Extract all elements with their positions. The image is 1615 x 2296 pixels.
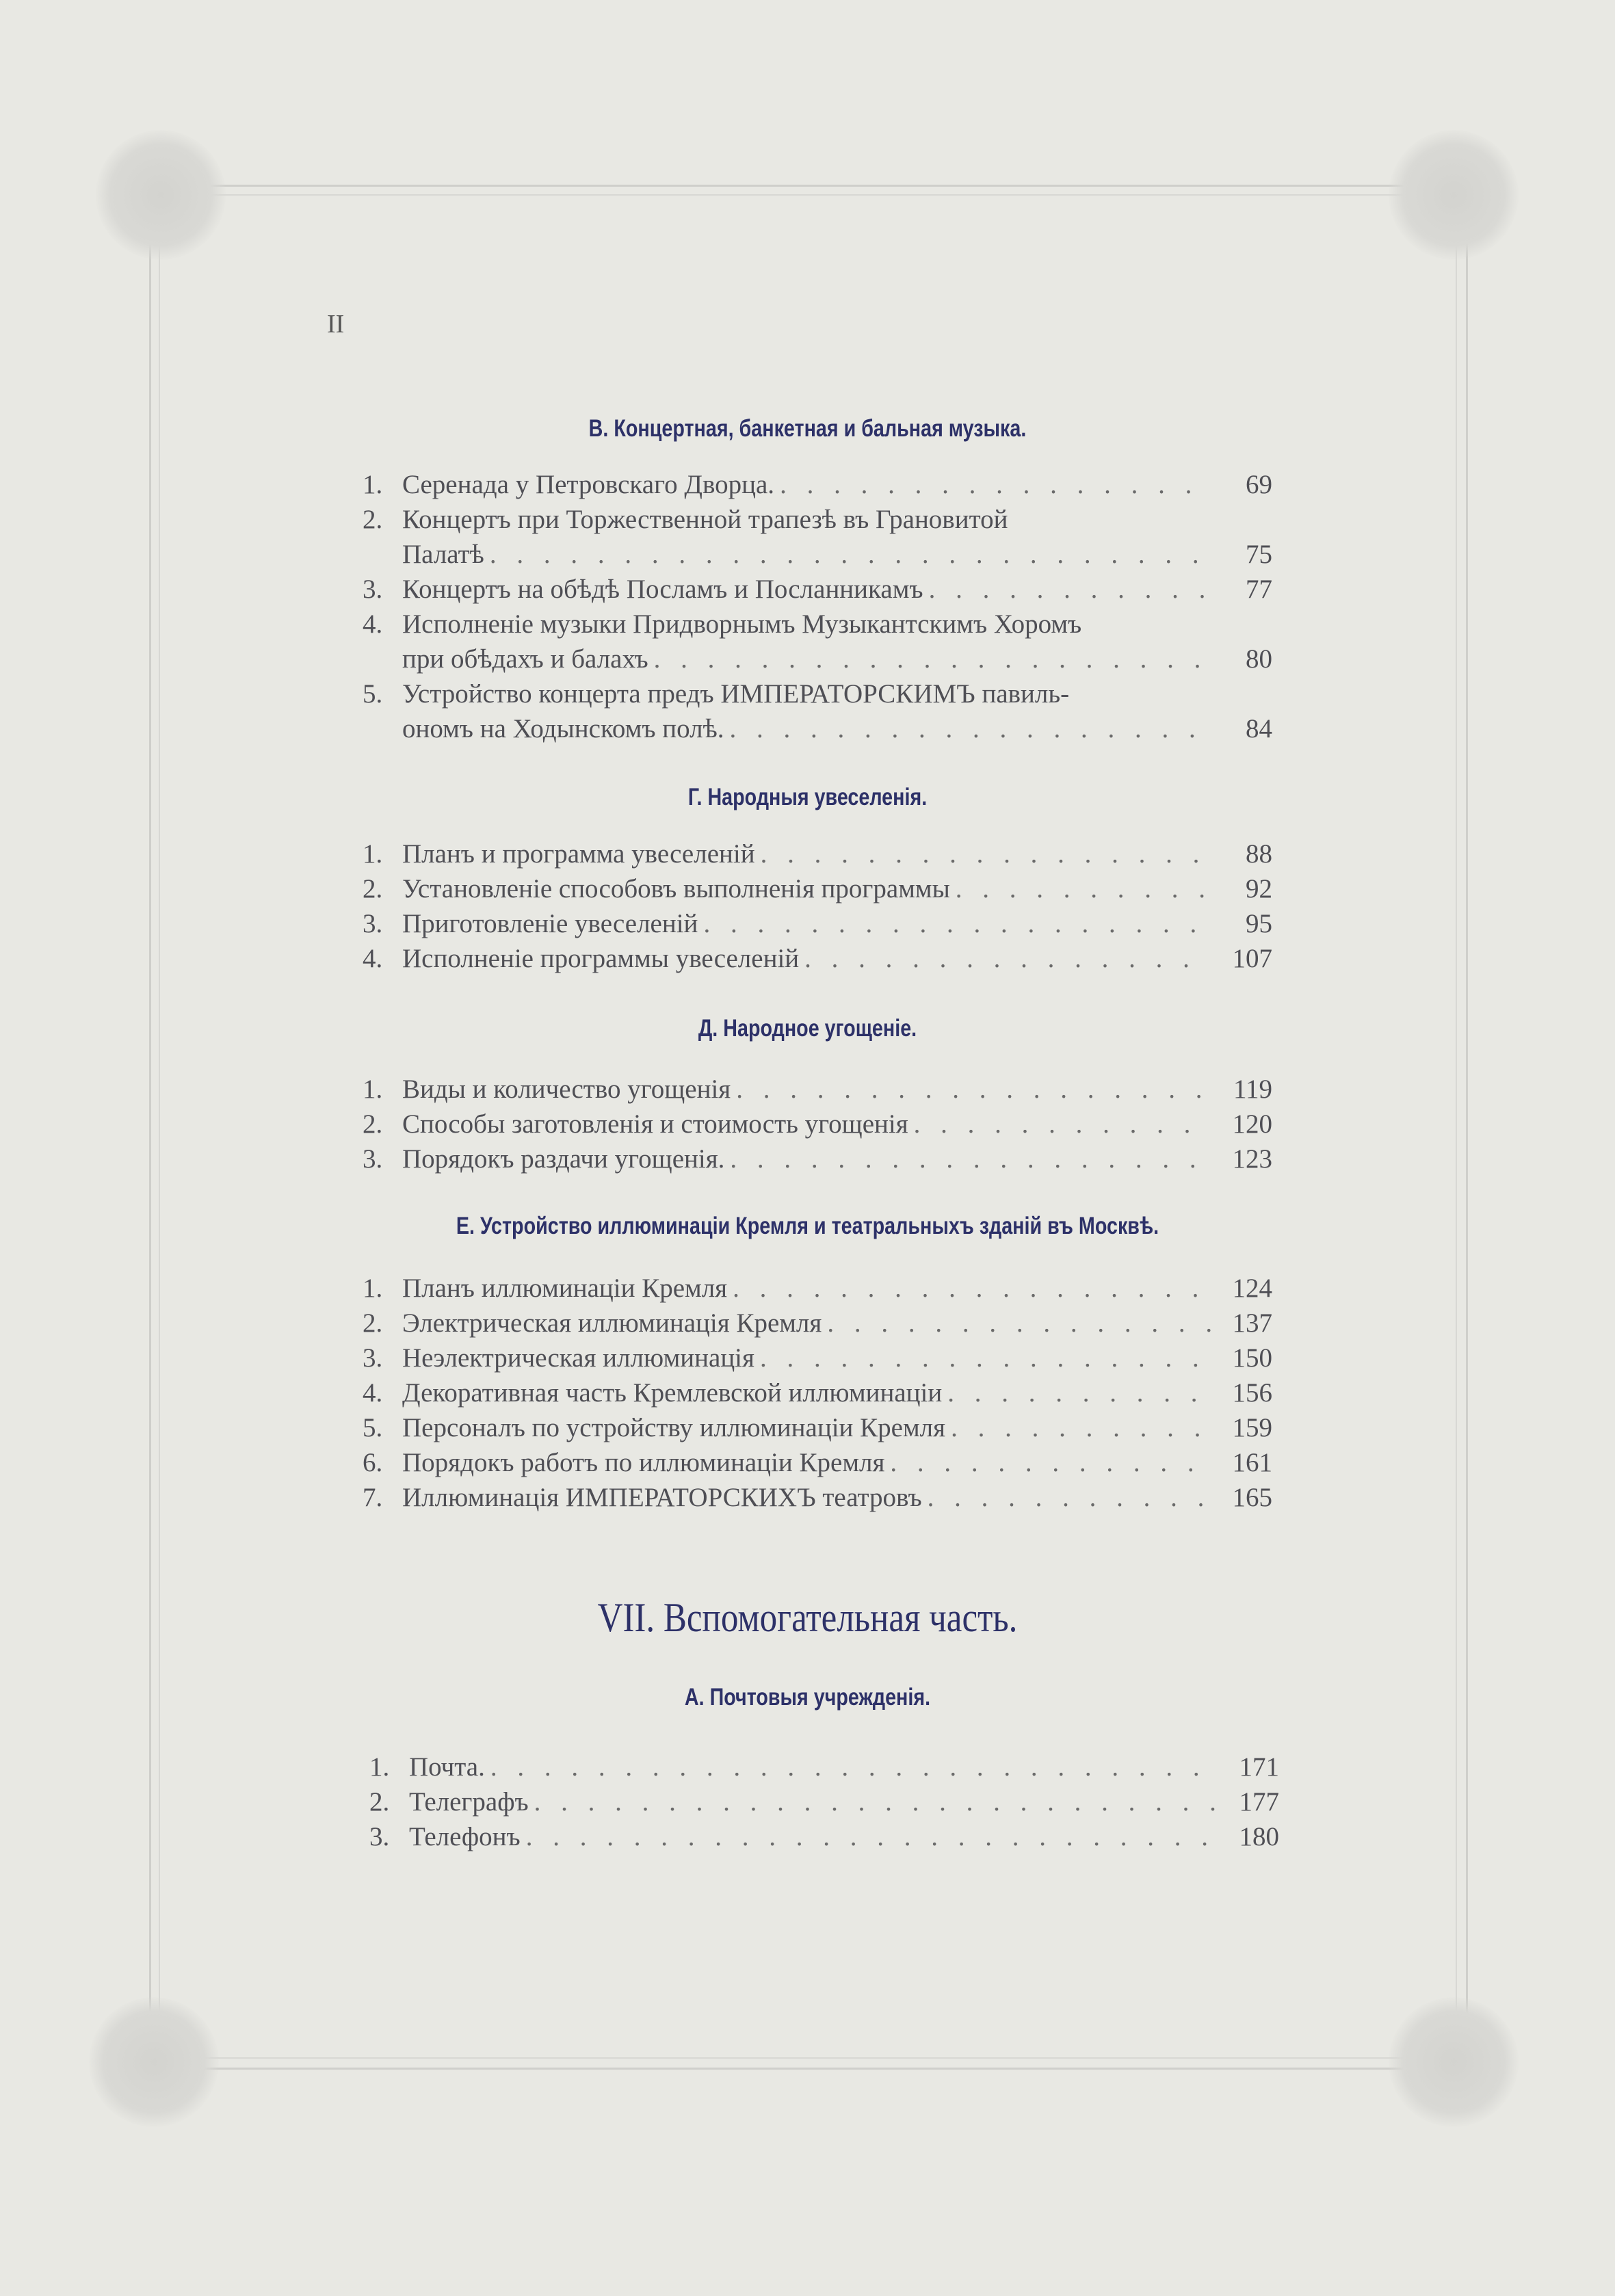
entry-title: Персоналъ по устройству иллюминаціи Кремля	[402, 1413, 946, 1442]
entry-page: 124	[1232, 1274, 1272, 1303]
dot-leader	[698, 906, 1211, 941]
toc-entry	[369, 1819, 1279, 1854]
page-number: II	[327, 310, 345, 339]
dot-leader	[822, 1306, 1211, 1341]
entry-page: 180	[1239, 1822, 1279, 1851]
toc-entry	[363, 1341, 1272, 1375]
entry-number: 6.	[363, 1448, 383, 1477]
toc-list	[369, 1750, 1279, 1854]
entry-number: 3.	[369, 1822, 390, 1851]
entry-page: 171	[1239, 1752, 1279, 1782]
dot-leader	[950, 871, 1211, 906]
toc-entry	[363, 642, 1272, 676]
entry-page: 156	[1232, 1378, 1272, 1408]
dot-leader	[484, 537, 1211, 572]
toc-list	[363, 467, 1272, 746]
dot-leader	[648, 642, 1211, 676]
entry-title: Телеграфъ	[409, 1787, 529, 1817]
entry-page: 150	[1232, 1343, 1272, 1373]
toc-entry	[363, 502, 1272, 537]
toc-entry	[363, 607, 1272, 642]
corner-ornament-icon	[1389, 1997, 1519, 2127]
entry-title: Устройство концерта предъ ИМПЕРАТОРСКИМЪ павиль-	[402, 679, 1070, 709]
toc-entry	[363, 1107, 1272, 1142]
toc-list	[363, 1072, 1272, 1176]
entry-page: 137	[1232, 1308, 1272, 1338]
entry-title: Виды и количество угощенія	[402, 1074, 731, 1104]
dot-leader	[529, 1784, 1218, 1819]
entry-page: 88	[1246, 839, 1272, 869]
entry-title: Концертъ при Торжественной трапезѣ въ Грановитой	[402, 505, 1008, 534]
toc-entry	[363, 1306, 1272, 1341]
dot-leader	[485, 1750, 1218, 1784]
entry-page: 107	[1232, 944, 1272, 973]
toc-entry	[363, 906, 1272, 941]
toc-entry	[363, 537, 1272, 572]
entry-page: 77	[1246, 575, 1272, 604]
entry-page: 165	[1232, 1483, 1272, 1512]
entry-page: 159	[1232, 1413, 1272, 1442]
dot-leader	[521, 1819, 1218, 1854]
section-heading: В. Концертная, банкетная и бальная музыка.	[588, 415, 1027, 442]
entry-number: 2.	[363, 505, 383, 534]
entry-number: 4.	[363, 944, 383, 973]
entry-number: 3.	[363, 1343, 383, 1373]
entry-title: Палатѣ	[402, 540, 484, 569]
entry-title: Порядокъ работъ по иллюминаціи Кремля	[402, 1448, 885, 1477]
corner-ornament-icon	[1389, 130, 1519, 260]
dot-leader	[755, 836, 1211, 871]
toc-entry	[363, 711, 1272, 746]
entry-number: 1.	[369, 1752, 390, 1782]
entry-number: 3.	[363, 1144, 383, 1174]
toc-entry	[363, 1072, 1272, 1107]
dot-leader	[754, 1341, 1211, 1375]
entry-title: Исполненіе музыки Придворнымъ Музыкантскимъ Хоромъ	[402, 609, 1082, 639]
entry-title: Приготовленіе увеселеній	[402, 909, 698, 938]
dot-leader	[923, 572, 1211, 607]
entry-number: 4.	[363, 1378, 383, 1408]
dot-leader	[945, 1410, 1211, 1445]
entry-page: 95	[1246, 909, 1272, 938]
entry-title: Иллюминація ИМПЕРАТОРСКИХЪ театровъ	[402, 1483, 922, 1512]
toc-entry	[363, 836, 1272, 871]
part-title: VII. Вспомогательная часть.	[597, 1595, 1018, 1640]
entry-page: 84	[1246, 714, 1272, 743]
entry-number: 1.	[363, 1274, 383, 1303]
entry-number: 1.	[363, 839, 383, 869]
dot-leader	[727, 1271, 1211, 1306]
entry-number: 2.	[363, 1109, 383, 1139]
toc-entry	[363, 467, 1272, 502]
entry-number: 1.	[363, 470, 383, 499]
entry-page: 161	[1232, 1448, 1272, 1477]
entry-number: 3.	[363, 909, 383, 938]
entry-number: 2.	[363, 874, 383, 903]
dot-leader	[884, 1445, 1211, 1480]
toc-entry	[363, 676, 1272, 711]
entry-number: 7.	[363, 1483, 383, 1512]
entry-title: Исполненіе программы увеселеній	[402, 944, 800, 973]
section-heading: Г. Народныя увеселенія.	[687, 784, 928, 810]
entry-number: 2.	[363, 1308, 383, 1338]
entry-title: Планъ и программа увеселеній	[402, 839, 755, 869]
entry-page: 177	[1239, 1787, 1279, 1817]
entry-title: Планъ иллюминаціи Кремля	[402, 1274, 728, 1303]
entry-page: 69	[1246, 470, 1272, 499]
entry-title: Концертъ на обѣдѣ Посламъ и Посланникамъ	[402, 575, 923, 604]
section-heading: Д. Народное угощеніе.	[698, 1015, 917, 1042]
entry-number: 4.	[363, 609, 383, 639]
toc-entry	[363, 941, 1272, 976]
entry-title: при обѣдахъ и балахъ	[402, 644, 648, 674]
entry-title: Почта.	[409, 1752, 485, 1782]
corner-ornament-icon	[89, 1997, 219, 2127]
entry-title: Серенада у Петровскаго Дворца.	[402, 470, 775, 499]
dot-leader	[908, 1107, 1211, 1142]
section-heading: Е. Устройство иллюминаціи Кремля и театральныхъ зданій въ Москвѣ.	[456, 1213, 1159, 1239]
entry-page: 123	[1232, 1144, 1272, 1174]
dot-leader	[942, 1375, 1211, 1410]
toc-entry	[363, 1410, 1272, 1445]
dot-leader	[774, 467, 1211, 502]
dot-leader	[799, 941, 1211, 976]
toc-entry	[369, 1784, 1279, 1819]
entry-page: 119	[1233, 1074, 1272, 1104]
entry-title: ономъ на Ходынскомъ полѣ.	[402, 714, 724, 743]
entry-title: Телефонъ	[409, 1822, 521, 1851]
entry-title: Декоративная часть Кремлевской иллюминаціи	[402, 1378, 943, 1408]
toc-entry	[363, 572, 1272, 607]
entry-number: 5.	[363, 1413, 383, 1442]
toc-entry	[363, 871, 1272, 906]
toc-entry	[369, 1750, 1279, 1784]
entry-number: 3.	[363, 575, 383, 604]
dot-leader	[922, 1480, 1211, 1515]
toc-entry	[363, 1271, 1272, 1306]
toc-entry	[363, 1480, 1272, 1515]
dot-leader	[724, 711, 1211, 746]
toc-list	[363, 836, 1272, 976]
entry-number: 2.	[369, 1787, 390, 1817]
toc-entry	[363, 1445, 1272, 1480]
dot-leader	[731, 1072, 1211, 1107]
entry-page: 80	[1246, 644, 1272, 674]
toc-entry	[363, 1375, 1272, 1410]
corner-ornament-icon	[96, 130, 226, 260]
section-heading: А. Почтовыя учрежденія.	[684, 1684, 931, 1711]
entry-title: Установленіе способовъ выполненія программы	[402, 874, 950, 903]
entry-page: 75	[1246, 540, 1272, 569]
dot-leader	[724, 1142, 1211, 1176]
entry-number: 5.	[363, 679, 383, 709]
entry-page: 120	[1232, 1109, 1272, 1139]
toc-entry	[363, 1142, 1272, 1176]
entry-page: 92	[1246, 874, 1272, 903]
toc-list	[363, 1271, 1272, 1515]
entry-title: Порядокъ раздачи угощенія.	[402, 1144, 725, 1174]
entry-title: Электрическая иллюминація Кремля	[402, 1308, 822, 1338]
entry-title: Способы заготовленія и стоимость угощенія	[402, 1109, 908, 1139]
entry-title: Неэлектрическая иллюминація	[402, 1343, 754, 1373]
entry-number: 1.	[363, 1074, 383, 1104]
